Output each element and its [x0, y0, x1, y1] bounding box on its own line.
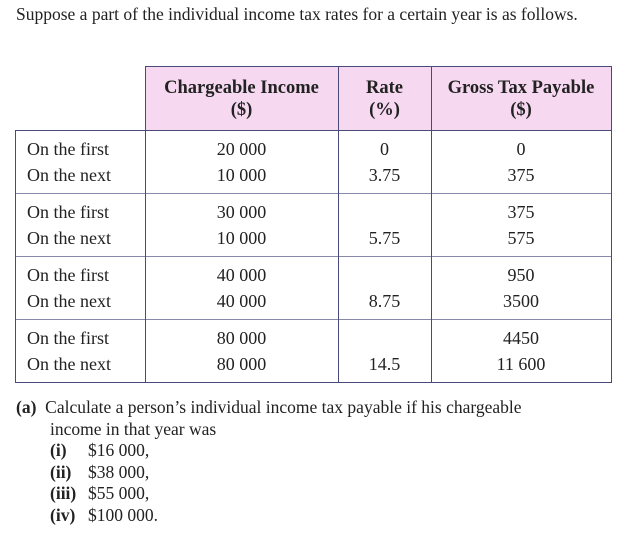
rate-cell: 0 — [338, 131, 431, 163]
part-value: $55 000, — [88, 483, 150, 503]
part-label: (iv) — [50, 504, 76, 525]
question-part — [50, 440, 522, 462]
rate-cell: 8.75 — [338, 288, 431, 320]
chargeable-income-cell: 40 000 — [145, 288, 338, 320]
chargeable-income-cell: 30 000 — [145, 194, 338, 226]
table-row — [16, 131, 612, 163]
row-label-cell: On the next — [16, 288, 146, 320]
gross-tax-cell: 0 — [431, 131, 611, 163]
question-part — [50, 462, 522, 484]
gross-tax-cell: 11 600 — [431, 351, 611, 383]
chargeable-income-cell: 40 000 — [145, 257, 338, 289]
row-label-cell: On the first — [16, 131, 146, 163]
gross-tax-cell: 950 — [431, 257, 611, 289]
part-label: (iii) — [50, 483, 77, 503]
row-label-cell: On the next — [16, 225, 146, 257]
tax-rate-table — [15, 66, 612, 383]
gross-tax-cell: 3500 — [431, 288, 611, 320]
chargeable-income-cell: 80 000 — [145, 320, 338, 352]
intro-text: Suppose a part of the individual income tax rates for a certain year is as follows. — [16, 4, 578, 24]
gross-tax-cell: 375 — [431, 162, 611, 194]
question-part — [50, 483, 522, 505]
rate-cell — [338, 257, 431, 289]
rate-cell: 5.75 — [338, 225, 431, 257]
part-value: $38 000, — [88, 461, 150, 482]
row-label-cell: On the first — [16, 194, 146, 226]
part-value: $16 000, — [88, 440, 150, 460]
row-label-cell: On the first — [16, 257, 146, 289]
chargeable-income-cell: 80 000 — [145, 351, 338, 383]
header-rate: Rate (%) — [338, 67, 431, 131]
rate-cell — [338, 320, 431, 352]
row-label-cell: On the next — [16, 162, 146, 194]
question-text-2: income in that year was — [50, 418, 217, 439]
chargeable-income-cell: 10 000 — [145, 162, 338, 194]
question-text: Calculate a person’s individual income tax payable if his chargeable — [45, 397, 522, 417]
rate-cell: 3.75 — [338, 162, 431, 194]
row-label-cell: On the first — [16, 320, 146, 352]
table-row — [16, 320, 612, 352]
table-row — [16, 194, 612, 226]
rate-cell: 14.5 — [338, 351, 431, 383]
header-blank — [16, 67, 146, 131]
row-label-cell: On the next — [16, 351, 146, 383]
gross-tax-cell: 4450 — [431, 320, 611, 352]
table-row — [16, 162, 612, 194]
table-row — [16, 288, 612, 320]
rate-cell — [338, 194, 431, 226]
table-row — [16, 351, 612, 383]
table-row — [16, 257, 612, 289]
question-a — [16, 397, 522, 526]
header-chargeable-income: Chargeable Income ($) — [145, 67, 338, 131]
chargeable-income-cell: 20 000 — [145, 131, 338, 163]
chargeable-income-cell: 10 000 — [145, 225, 338, 257]
header-gross-tax: Gross Tax Payable ($) — [431, 67, 611, 131]
part-label: (ii) — [50, 461, 72, 482]
part-value: $100 000. — [88, 504, 158, 525]
table-row — [16, 225, 612, 257]
part-label: (i) — [50, 440, 67, 460]
question-part — [50, 505, 522, 527]
question-label: (a) — [16, 397, 37, 417]
gross-tax-cell: 575 — [431, 225, 611, 257]
gross-tax-cell: 375 — [431, 194, 611, 226]
